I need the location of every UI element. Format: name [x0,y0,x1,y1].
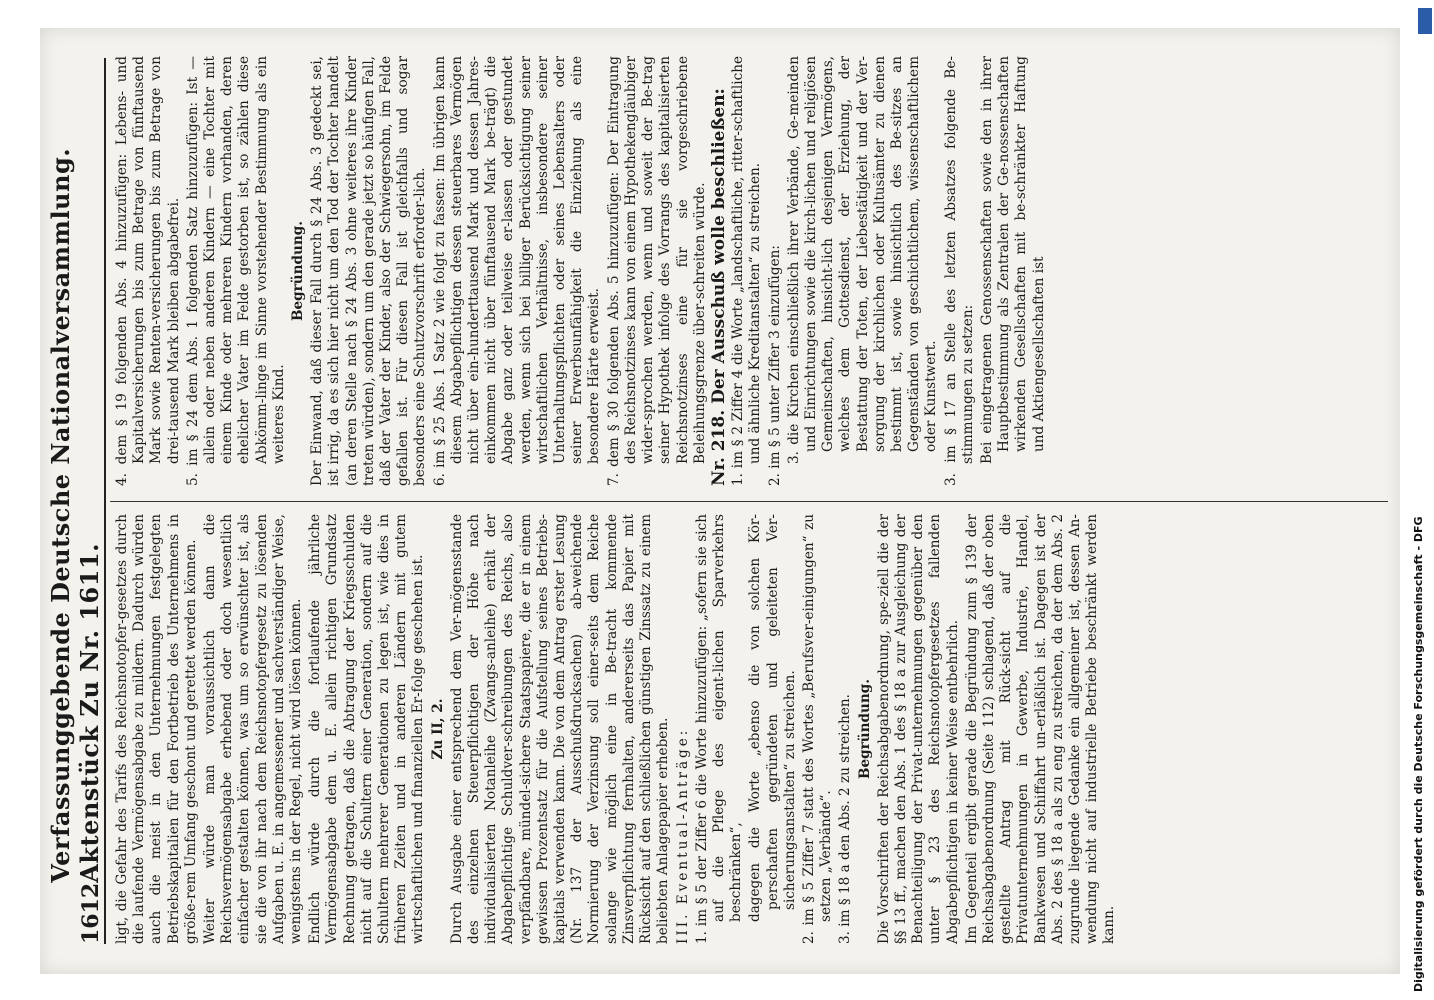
list-item: 5. im § 24 dem Abs. 1 folgenden Satz hinzuzufügen: Ist — allein oder neben anderen Kindern — eine Tochter mit einem Kinde oder mehreren Kindern vorhanden, deren ehelicher Vater im Felde gestorben ist, so zählen diese Abkömm-linge im Sinne vorstehender Bestimmung als ein weiteres Kind. [184,56,287,486]
paragraph: Im Gegenteil ergibt gerade die Begründung zum § 139 der Reichsabgabenordnung (Seite 112) schlagend, daß der oben gestellte Antrag mit Rück-sicht auf die Privatunternehmungen in Gewerbe, Industrie, Handel, Bankwesen und Schiffahrt un-erläßlich ist. Dagegen ist der Abs. 2 des § 18 a als zu eng zu streichen, da der dem Abs. 2 zugrunde liegende Gedanke ein allgemeiner ist, dessen An-wendung nicht auf industrielle Betriebe beschränkt werden kann. [963,514,1118,944]
right-column [114,56,1050,486]
section-heading: Zu II, 2. [429,698,446,760]
page-header [46,58,106,944]
paragraph: Der Einwand, daß dieser Fall durch § 24 Abs. 3 gedeckt sei, ist irrig, da es sich hier nicht um den Tod der Tochter handelt (an deren Stelle nach § 24 Abs. 3 ohne weiteres ihre Kinder treten würden), sondern um den gerade jetzt so häufigen Fall, daß der Vater der Kinder, also der Schwiegersohn, im Felde gefallen ist. Für diesen Fall ist gleichfalls und sogar besonders eine Schutzvorschrift erforder-lich. [309,56,429,486]
list-item: 3. im § 18 a den Abs. 2 zu streichen. [837,694,854,944]
paragraph: Weiter würde man voraussichtlich dann die Reichsvermögensabgabe erhebend oder doch wesentlich einfacher gestalten können, was um so erwünschter ist, als sie die von ihr nach dem Reichsnotopfergesetz zu lösenden Aufgaben u. E. in angemessener und sachverständiger Weise, wenigstens in der Regel, nicht wird lösen können. [202,514,305,944]
list-item: 6. im § 25 Abs. 1 Satz 2 wie folgt zu fassen: Im übrigen kann diesem Abgabepflichtigen dessen steuerbares Vermögen nicht über ein-hunderttausend Mark und dessen Jahres-einkommen nicht über fünftausend Mark be-trägt) die Abgabe ganz oder teilweise er-lassen oder gestundet werden, wenn sich bei billiger Berücksichtigung seiner wirtschaftlichen Verhältnisse, insbesondere seiner Unterhaltungspflichten oder seines Lebensalters oder seiner Erwerbsunfähigkeit die Einziehung als eine besondere Härte erweist. [431,56,603,486]
paragraph: Endlich würde durch die fortlaufende jährliche Vermögensabgabe dem u. E. allein richtigen Grundsatz Rechnung getragen, daß die Abtragung der Kriegsschulden nicht auf die Schultern einer Generation, sondern auf die Schultern mehrerer Generationen zu legen ist, wie dies in früheren Zeiten und in anderen Ländern mit gutem wirtschaftlichen und finanziellen Er-folge geschehen ist. [307,514,427,944]
list-item: 1. im § 2 Ziffer 4 die Worte „landschaftliche, ritter-schaftliche und ähnliche Kreditanstalten“ zu streichen. [730,56,764,486]
paragraph: Bei eingetragenen Genossenschaften sowie den in ihrer Hauptbestimmung als Zentralen der Ge-nossenschaften wirkenden Gesellschaften mit be-schränkter Haftung und Aktiengesellschaften ist [978,56,1047,464]
list-item: 3. im § 17 an Stelle des letzten Absatzes folgende Be-stimmungen zu setzen: [942,56,976,486]
list-item: 4. dem § 19 folgenden Abs. 4 hinzuzufügen: Lebens- und Kapitalversicherungen bis zum Betrage von fünftausend Mark sowie Renten-versicherungen bis zum Betrage von drei-tausend Mark bleiben abgabefrei. [114,56,182,486]
paragraph: Die Vorschriften der Reichsabgabenordnung, spe-ziell die der §§ 13 ff., machen den Abs. 1 des § 18 a zur Ausgleichung der Benachteiligung der Privat-unternehmungen gegenüber den unter § 23 des Reichsnotopfergesetzes fallenden Abgabepflichtigen in keiner Weise entbehrlich. [875,514,961,944]
list-item: 7. dem § 30 folgenden Abs. 5 hinzuzufügen: Der Eintragung des Reichsnotzinses kann von einem Hypothekengläubiger wider-sprochen werden, wenn und soweit der Be-trag seiner Hypothek infolge des Vorrangs des kapitalisierten Reichsnotzinses eine für sie vorgeschriebene Beleihungsgrenze über-schreiten würde. [605,56,708,486]
paragraph: ligt, die Gefahr des Tarifs des Reichsnotopfer-gesetzes durch die laufende Vermögensabgabe zu mildern. Dadurch würden auch die meist in den Unternehmungen festgelegten Betriebskapitalien für den Fortbetrieb des Unternehmens in größe-rem Umfang geschont und gerettet werden können. [114,514,199,944]
paragraph: Durch Ausgabe einer entsprechend dem Ver-mögensstande des einzelnen Steuerpflichtigen der Höhe nach individualisierten Notanleihe (Zwangs-anleihe) erhält der Abgabepflichtige Schuldver-schreibungen des Reichs, also verpfändbare, mündel-sichere Staatspapiere, die er in einem gewissen Prozentsatz für die Aufstellung seines Betriebs-kapitals verwenden kann. Die von dem Antrag erster Lesung (Nr. 137 der Ausschußdrucksachen) ab-weichende Normierung der Verzinsung soll einer-seits dem Reiche solange wie möglich eine in Be-tracht kommende Zinsverpflichtung fernhalten, andererseits das Papier mit Rücksicht auf den schließlichen günstigen Zinssatz zu einem beliebten Anlagepapier erheben. [448,514,672,944]
list-item: 2. im § 5 Ziffer 7 statt des Wortes „Berufsver-einigungen“ zu setzen „Verbände“. [800,514,835,944]
list-item: 1. im § 5 der Ziffer 6 die Worte hinzuzufügen: „sofern sie sich auf die Pflege des eigent-lichen Sparverkehrs beschränken“, [693,514,745,944]
page-rotated [40,28,1400,974]
section-heading: Begründung. [290,220,307,322]
page-number: 1612 [78,882,104,944]
scanned-page [40,28,1400,974]
left-column [114,514,1121,944]
section-heading: Begründung. [856,678,873,780]
credit-text: Digitalisierung gefördert durch die Deutsche Forschungsgemeinschaft - DFG [1412,516,1425,992]
list-item: dagegen die Worte „ebenso die von solchen Kör-perschaften gegründeten und geleiteten Ver-sicherungsanstalten“ zu streichen. [747,514,798,922]
page-content [40,28,1400,974]
list-item: 3. die Kirchen einschließlich ihrer Verbände, Ge-meinden und Einrichtungen sowie die kirch-lichen und religiösen Gemeinschaften, hinsicht-lich desjenigen Vermögens, welches dem Gottesdienst, der Erziehung, der Bestattung der Toten, der Liebestätigkeit und der Ver-sorgung der kirchlichen oder Kultusämter zu dienen bestimmt ist, sowie hinsichtlich des Be-sitzes an Gegenständen von geschichtlichem, wissenschaftlichem oder Kunstwert. [785,56,940,464]
digitization-credit [1412,8,1432,992]
page-title: Verfassunggebende Deutsche Nationalversammlung. Aktenstück Zu Nr. 1611. [46,147,104,883]
motion-number: Nr. 218. Der Ausschuß wolle beschließen: [708,88,729,486]
section-heading: III. Eventual-Anträge: [674,727,691,944]
column-divider [110,501,1388,502]
list-item: 2. im § 5 unter Ziffer 3 einzufügen: [766,245,783,486]
